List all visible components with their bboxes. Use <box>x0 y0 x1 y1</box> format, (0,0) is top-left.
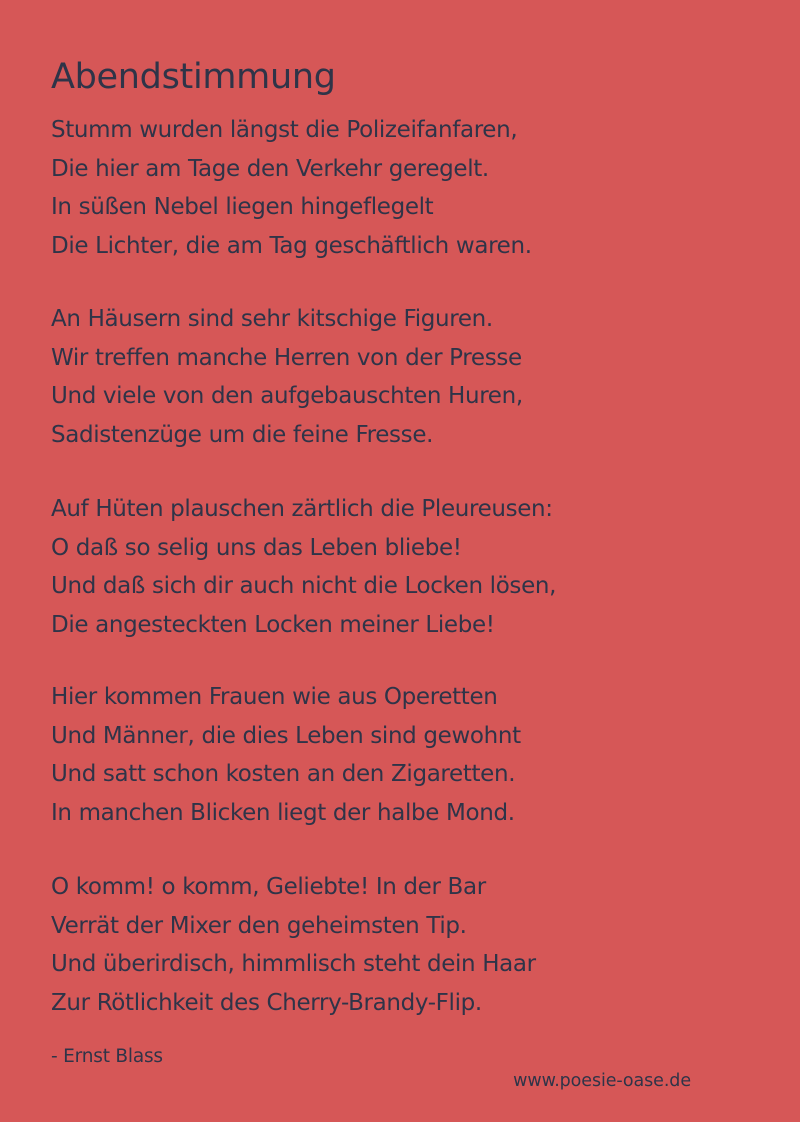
poem-line: Und satt schon kosten an den Zigaretten. <box>51 761 516 787</box>
poem-line: In süßen Nebel liegen hingeflegelt <box>51 194 434 220</box>
poem-line: Die Lichter, die am Tag geschäftlich waren. <box>51 232 532 259</box>
poem-line: Auf Hüten plauschen zärtlich die Pleureusen: <box>51 496 553 522</box>
poem-line: Die angesteckten Locken meiner Liebe! <box>51 611 495 638</box>
website-link[interactable]: www.poesie-oase.de <box>513 1071 691 1091</box>
stanza-5 <box>51 868 536 1022</box>
poem-line: Und überirdisch, himmlisch steht dein Haar <box>51 951 536 977</box>
poem-line: Wir treffen manche Herren von der Presse <box>51 344 522 371</box>
poem-line: Und Männer, die dies Leben sind gewohnt <box>51 722 521 749</box>
stanza-2 <box>51 300 523 454</box>
poem-line: In manchen Blicken liegt der halbe Mond. <box>51 799 515 826</box>
poem-line: Zur Rötlichkeit des Cherry-Brandy-Flip. <box>51 989 482 1016</box>
poem-line: An Häusern sind sehr kitschige Figuren. <box>51 306 493 332</box>
poem-line: Hier kommen Frauen wie aus Operetten <box>51 684 498 710</box>
stanza-1 <box>51 111 532 265</box>
poem-line: Verrät der Mixer den geheimsten Tip. <box>51 912 467 939</box>
poem-line: Und daß sich dir auch nicht die Locken lösen, <box>51 573 557 599</box>
poem-title: Abendstimmung <box>51 57 336 97</box>
poem-line: Stumm wurden längst die Polizeifanfaren, <box>51 117 518 143</box>
poem-line: O komm! o komm, Geliebte! In der Bar <box>51 874 486 900</box>
stanza-3 <box>51 490 556 644</box>
poem-author: - Ernst Blass <box>51 1046 163 1067</box>
poem-line: Und viele von den aufgebauschten Huren, <box>51 383 523 409</box>
poem-line: Die hier am Tage den Verkehr geregelt. <box>51 155 489 182</box>
poem-line: Sadistenzüge um die feine Fresse. <box>51 421 434 448</box>
stanza-4 <box>51 678 521 832</box>
poem-line: O daß so selig uns das Leben bliebe! <box>51 534 462 561</box>
